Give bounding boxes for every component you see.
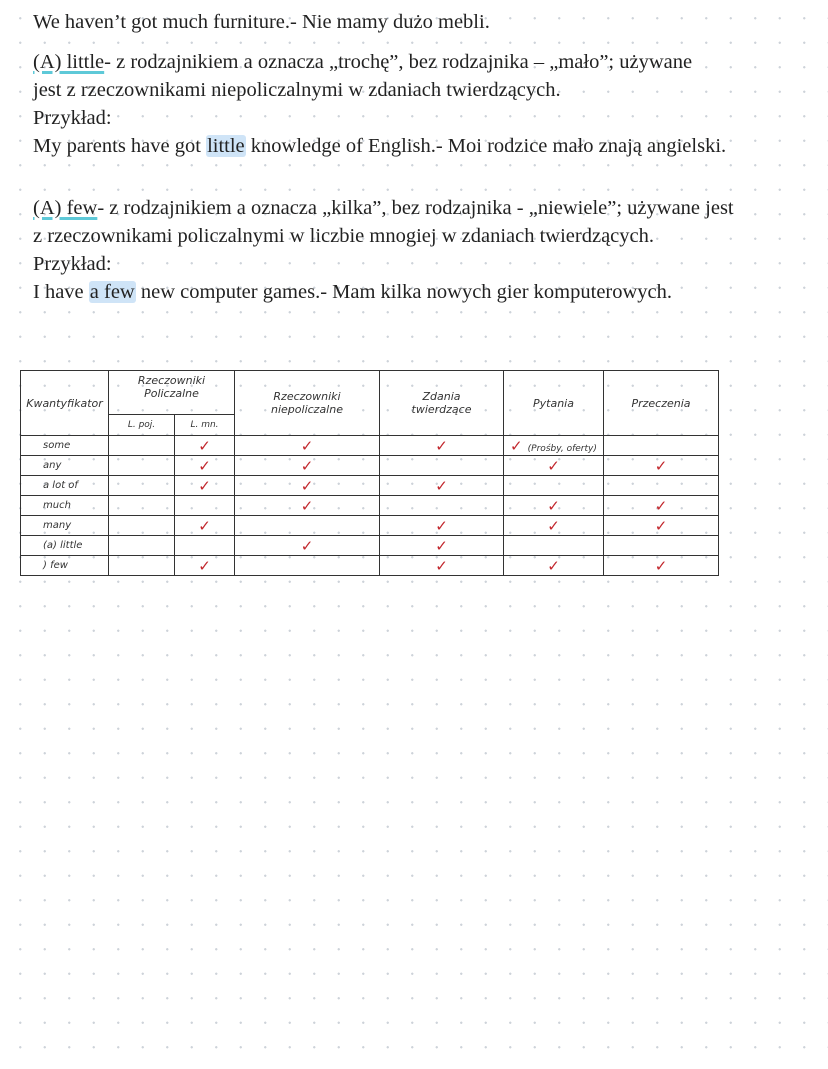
check-icon: ✓: [380, 556, 504, 576]
few-definition-text: - z rodzajnikiem a oznacza „kilka”, bez rodzajnika - „niewiele”; używane jest: [97, 197, 734, 219]
row-label: (a) little: [21, 536, 109, 556]
check-icon: ✓: [175, 516, 235, 536]
cell: [109, 496, 175, 516]
offers-note: (Prośby, oferty): [527, 444, 597, 454]
cell: [109, 456, 175, 476]
row-label: a lot of: [21, 476, 109, 496]
header-affirmative: [380, 371, 504, 436]
little-highlight: little: [207, 135, 245, 157]
questions-cell: [504, 436, 604, 456]
check-icon: ✓: [510, 437, 523, 455]
check-icon: ✓: [380, 476, 504, 496]
cell: [109, 436, 175, 456]
few-definition-line-2: z rzeczownikami policzalnymi w liczbie mnogiej w zdaniach twierdzących.: [33, 225, 654, 247]
cell: [109, 556, 175, 576]
cell: [504, 476, 604, 496]
table-row: [21, 556, 719, 576]
check-icon: ✓: [235, 536, 380, 556]
little-definition-line-2: jest z rzeczownikami niepoliczalnymi w zdaniach twierdzących.: [33, 79, 561, 101]
header-quantifier: Kwantyfikator: [21, 371, 109, 436]
check-icon: ✓: [604, 556, 719, 576]
cell: [604, 476, 719, 496]
check-icon: ✓: [504, 456, 604, 476]
little-term: (A) little: [33, 51, 105, 73]
check-icon: ✓: [235, 476, 380, 496]
row-label: ) few: [21, 556, 109, 576]
table-row: [21, 436, 719, 456]
cell: [109, 536, 175, 556]
little-example-label: Przykład:: [33, 107, 112, 129]
few-example: [33, 278, 813, 306]
check-icon: ✓: [604, 496, 719, 516]
cell: [504, 536, 604, 556]
check-icon: ✓: [235, 496, 380, 516]
check-icon: ✓: [504, 556, 604, 576]
header-affirmative-2: twierdzące: [411, 403, 472, 416]
table-row: [21, 496, 719, 516]
header-uncountable: [235, 371, 380, 436]
row-label: many: [21, 516, 109, 536]
header-affirmative-1: Zdania: [422, 390, 461, 403]
header-uncountable-2: niepoliczalne: [271, 403, 343, 416]
little-definition-line-1: [33, 48, 813, 76]
header-countable: Rzeczowniki Policzalne: [109, 371, 235, 415]
little-definition-text: - z rodzajnikiem a oznacza „trochę”, bez rodzajnika – „mało”; używane: [104, 51, 693, 73]
row-label: any: [21, 456, 109, 476]
cell: [604, 536, 719, 556]
cell: [175, 496, 235, 516]
table-row: [21, 536, 719, 556]
cell: [380, 496, 504, 516]
check-icon: ✓: [235, 456, 380, 476]
check-icon: ✓: [175, 456, 235, 476]
table-row: [21, 516, 719, 536]
little-example-post: knowledge of English.- Moi rodzice mało znają angielski.: [250, 135, 727, 157]
cell: [604, 436, 719, 456]
few-term: (A) few: [33, 197, 98, 219]
header-negatives: Przeczenia: [604, 371, 719, 436]
cell: [109, 476, 175, 496]
check-icon: ✓: [504, 516, 604, 536]
little-example: [33, 132, 813, 160]
cell: [380, 456, 504, 476]
check-icon: ✓: [380, 536, 504, 556]
cell: [175, 536, 235, 556]
few-section: [33, 194, 813, 306]
check-icon: ✓: [175, 436, 235, 456]
few-example-label: Przykład:: [33, 253, 112, 275]
header-singular: L. poj.: [109, 415, 175, 436]
row-label: much: [21, 496, 109, 516]
header-questions: Pytania: [504, 371, 604, 436]
check-icon: ✓: [175, 476, 235, 496]
check-icon: ✓: [504, 496, 604, 516]
check-icon: ✓: [604, 456, 719, 476]
table-row: [21, 456, 719, 476]
cell: [109, 516, 175, 536]
header-plural: L. mn.: [175, 415, 235, 436]
table-row: [21, 476, 719, 496]
few-example-post: new computer games.- Mam kilka nowych gier komputerowych.: [140, 281, 673, 303]
check-icon: ✓: [380, 516, 504, 536]
header-uncountable-1: Rzeczowniki: [273, 390, 341, 403]
few-definition-line-1: [33, 194, 813, 222]
check-icon: ✓: [604, 516, 719, 536]
cell: [235, 516, 380, 536]
check-icon: ✓: [175, 556, 235, 576]
check-icon: ✓: [380, 436, 504, 456]
few-highlight: a few: [89, 281, 135, 303]
intro-example: We haven’t got much furniture.- Nie mamy dużo mebli.: [33, 11, 490, 33]
cell: [235, 556, 380, 576]
little-section: [33, 8, 813, 160]
little-example-pre: My parents have got: [33, 135, 201, 157]
row-label: some: [21, 436, 109, 456]
check-icon: ✓: [235, 436, 380, 456]
few-example-pre: I have: [33, 281, 84, 303]
quantifier-table: [20, 370, 719, 576]
